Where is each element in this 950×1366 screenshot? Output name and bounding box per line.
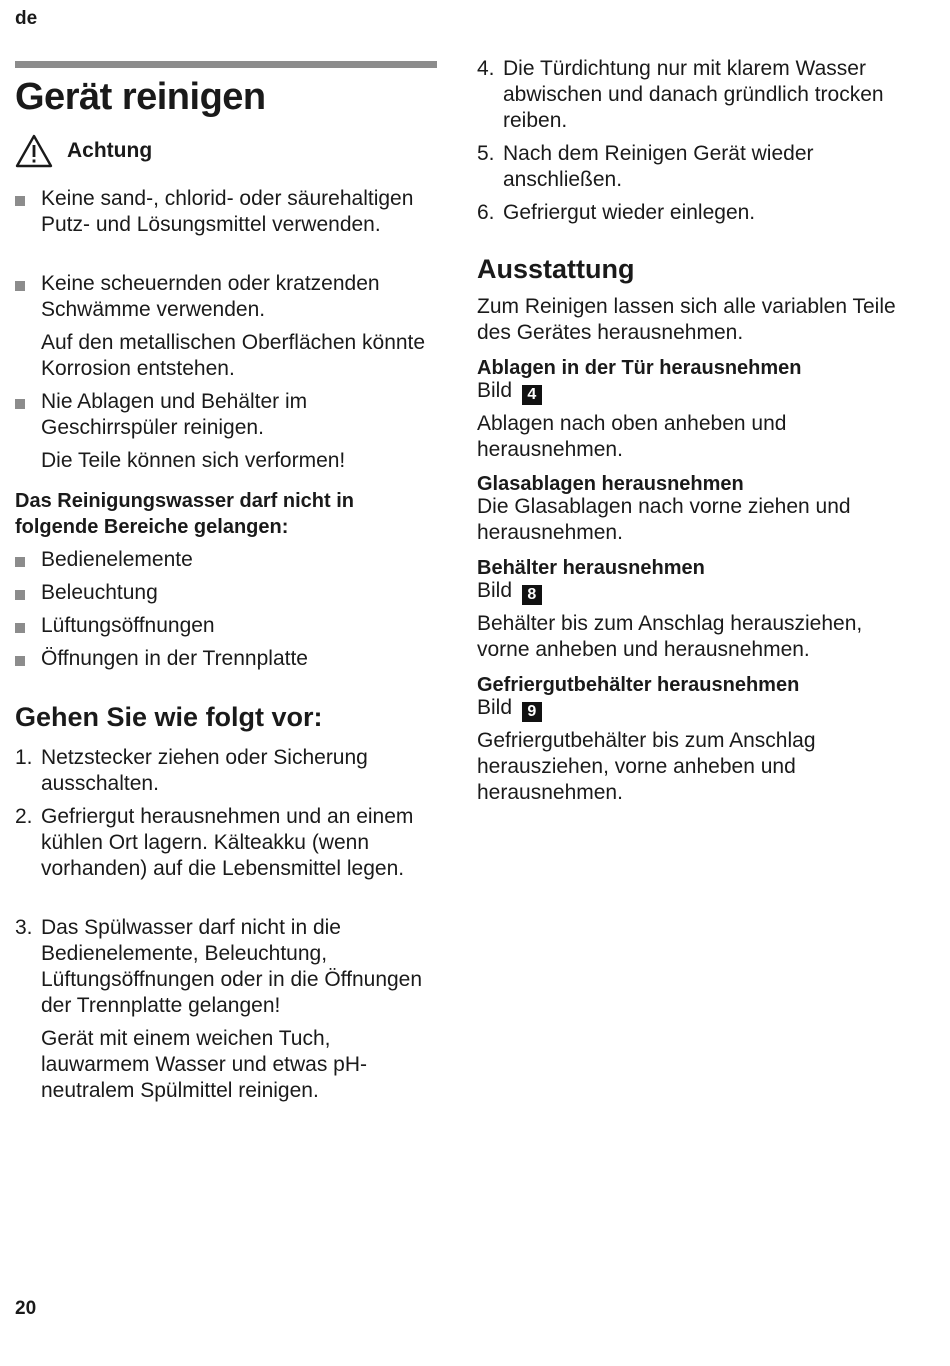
area-item: Bedienelemente	[15, 547, 440, 573]
step-text: Gefriergut wieder einlegen.	[503, 201, 756, 224]
figure-reference	[477, 695, 907, 722]
area-item: Beleuchtung	[15, 580, 440, 606]
section-heading: Ablagen in der Tür herausnehmen	[477, 357, 802, 379]
figure-label: Bild	[477, 579, 513, 602]
section-heading: Behälter herausnehmen	[477, 557, 705, 579]
step-item	[15, 915, 440, 1019]
warning-note: Auf den metallischen Oberflächen könnte Korrosion entstehen.	[41, 331, 426, 380]
step-text: Das Spülwasser darf nicht in die Bedienelemente, Beleuchtung, Lüftungsöffnungen oder in die Öffnungen der Trennplatte gelangen!	[41, 916, 423, 1017]
area-item: Lüftungsöffnungen	[15, 613, 440, 639]
figure-number-badge: 9	[522, 702, 542, 722]
step-item	[477, 200, 907, 226]
ausstattung-intro: Zum Reinigen lassen sich alle variablen Teile des Gerätes herausnehmen.	[477, 295, 896, 344]
step-text: Netzstecker ziehen oder Sicherung ausschalten.	[41, 746, 368, 795]
step-item	[477, 141, 907, 193]
figure-label: Bild	[477, 379, 513, 402]
step-number: 4.	[477, 57, 495, 80]
page-title: Gerät reinigen	[15, 76, 266, 118]
section-heading: Gefriergutbehälter herausnehmen	[477, 674, 800, 696]
step-number: 6.	[477, 201, 495, 224]
step-item	[15, 745, 440, 797]
warning-item: Keine sand-, chlorid- oder säurehaltigen Putz- und Lösungsmittel verwenden.	[15, 186, 440, 238]
warning-label: Achtung	[67, 139, 153, 162]
figure-label: Bild	[477, 696, 513, 719]
warning-item: Keine scheuernden oder kratzenden Schwämme verwenden.	[15, 271, 440, 323]
warning-icon	[15, 134, 53, 168]
ausstattung-heading: Ausstattung	[477, 254, 635, 284]
step-item	[15, 804, 440, 882]
figure-reference	[477, 378, 907, 405]
warning-heading	[15, 134, 152, 168]
figure-number-badge: 8	[522, 585, 542, 605]
section-text: Behälter bis zum Anschlag herausziehen, vorne anheben und herausnehmen.	[477, 612, 863, 661]
step-number: 1.	[15, 746, 33, 769]
step-note: Gerät mit einem weichen Tuch, lauwarmem Wasser und etwas pH-neutralem Spülmittel reinigen.	[41, 1027, 367, 1102]
section-text: Gefriergutbehälter bis zum Anschlag herausziehen, vorne anheben und herausnehmen.	[477, 729, 816, 804]
language-label: de	[15, 8, 38, 29]
figure-reference	[477, 578, 907, 605]
section-heading: Glasablagen herausnehmen	[477, 473, 744, 495]
title-rule	[15, 61, 437, 68]
warning-note: Die Teile können sich verformen!	[41, 449, 346, 472]
step-text: Nach dem Reinigen Gerät wieder anschließen.	[503, 142, 814, 191]
figure-number-badge: 4	[522, 385, 542, 405]
warning-item: Nie Ablagen und Behälter im Geschirrspüler reinigen.	[15, 389, 440, 441]
step-text: Die Türdichtung nur mit klarem Wasser abwischen und danach gründlich trocken reiben.	[503, 57, 884, 132]
step-item	[477, 56, 907, 134]
step-number: 3.	[15, 916, 33, 939]
section-text: Ablagen nach oben anheben und herausnehmen.	[477, 412, 787, 461]
areas-heading: Das Reinigungswasser darf nicht in folgende Bereiche gelangen:	[15, 490, 354, 538]
step-number: 2.	[15, 805, 33, 828]
page-number: 20	[15, 1298, 37, 1319]
area-item: Öffnungen in der Trennplatte	[15, 646, 440, 672]
step-text: Gefriergut herausnehmen und an einem kühlen Ort lagern. Kälteakku (wenn vorhanden) auf die Lebensmittel legen.	[41, 805, 414, 880]
steps-heading: Gehen Sie wie folgt vor:	[15, 702, 323, 732]
step-number: 5.	[477, 142, 495, 165]
section-text: Die Glasablagen nach vorne ziehen und herausnehmen.	[477, 495, 851, 544]
